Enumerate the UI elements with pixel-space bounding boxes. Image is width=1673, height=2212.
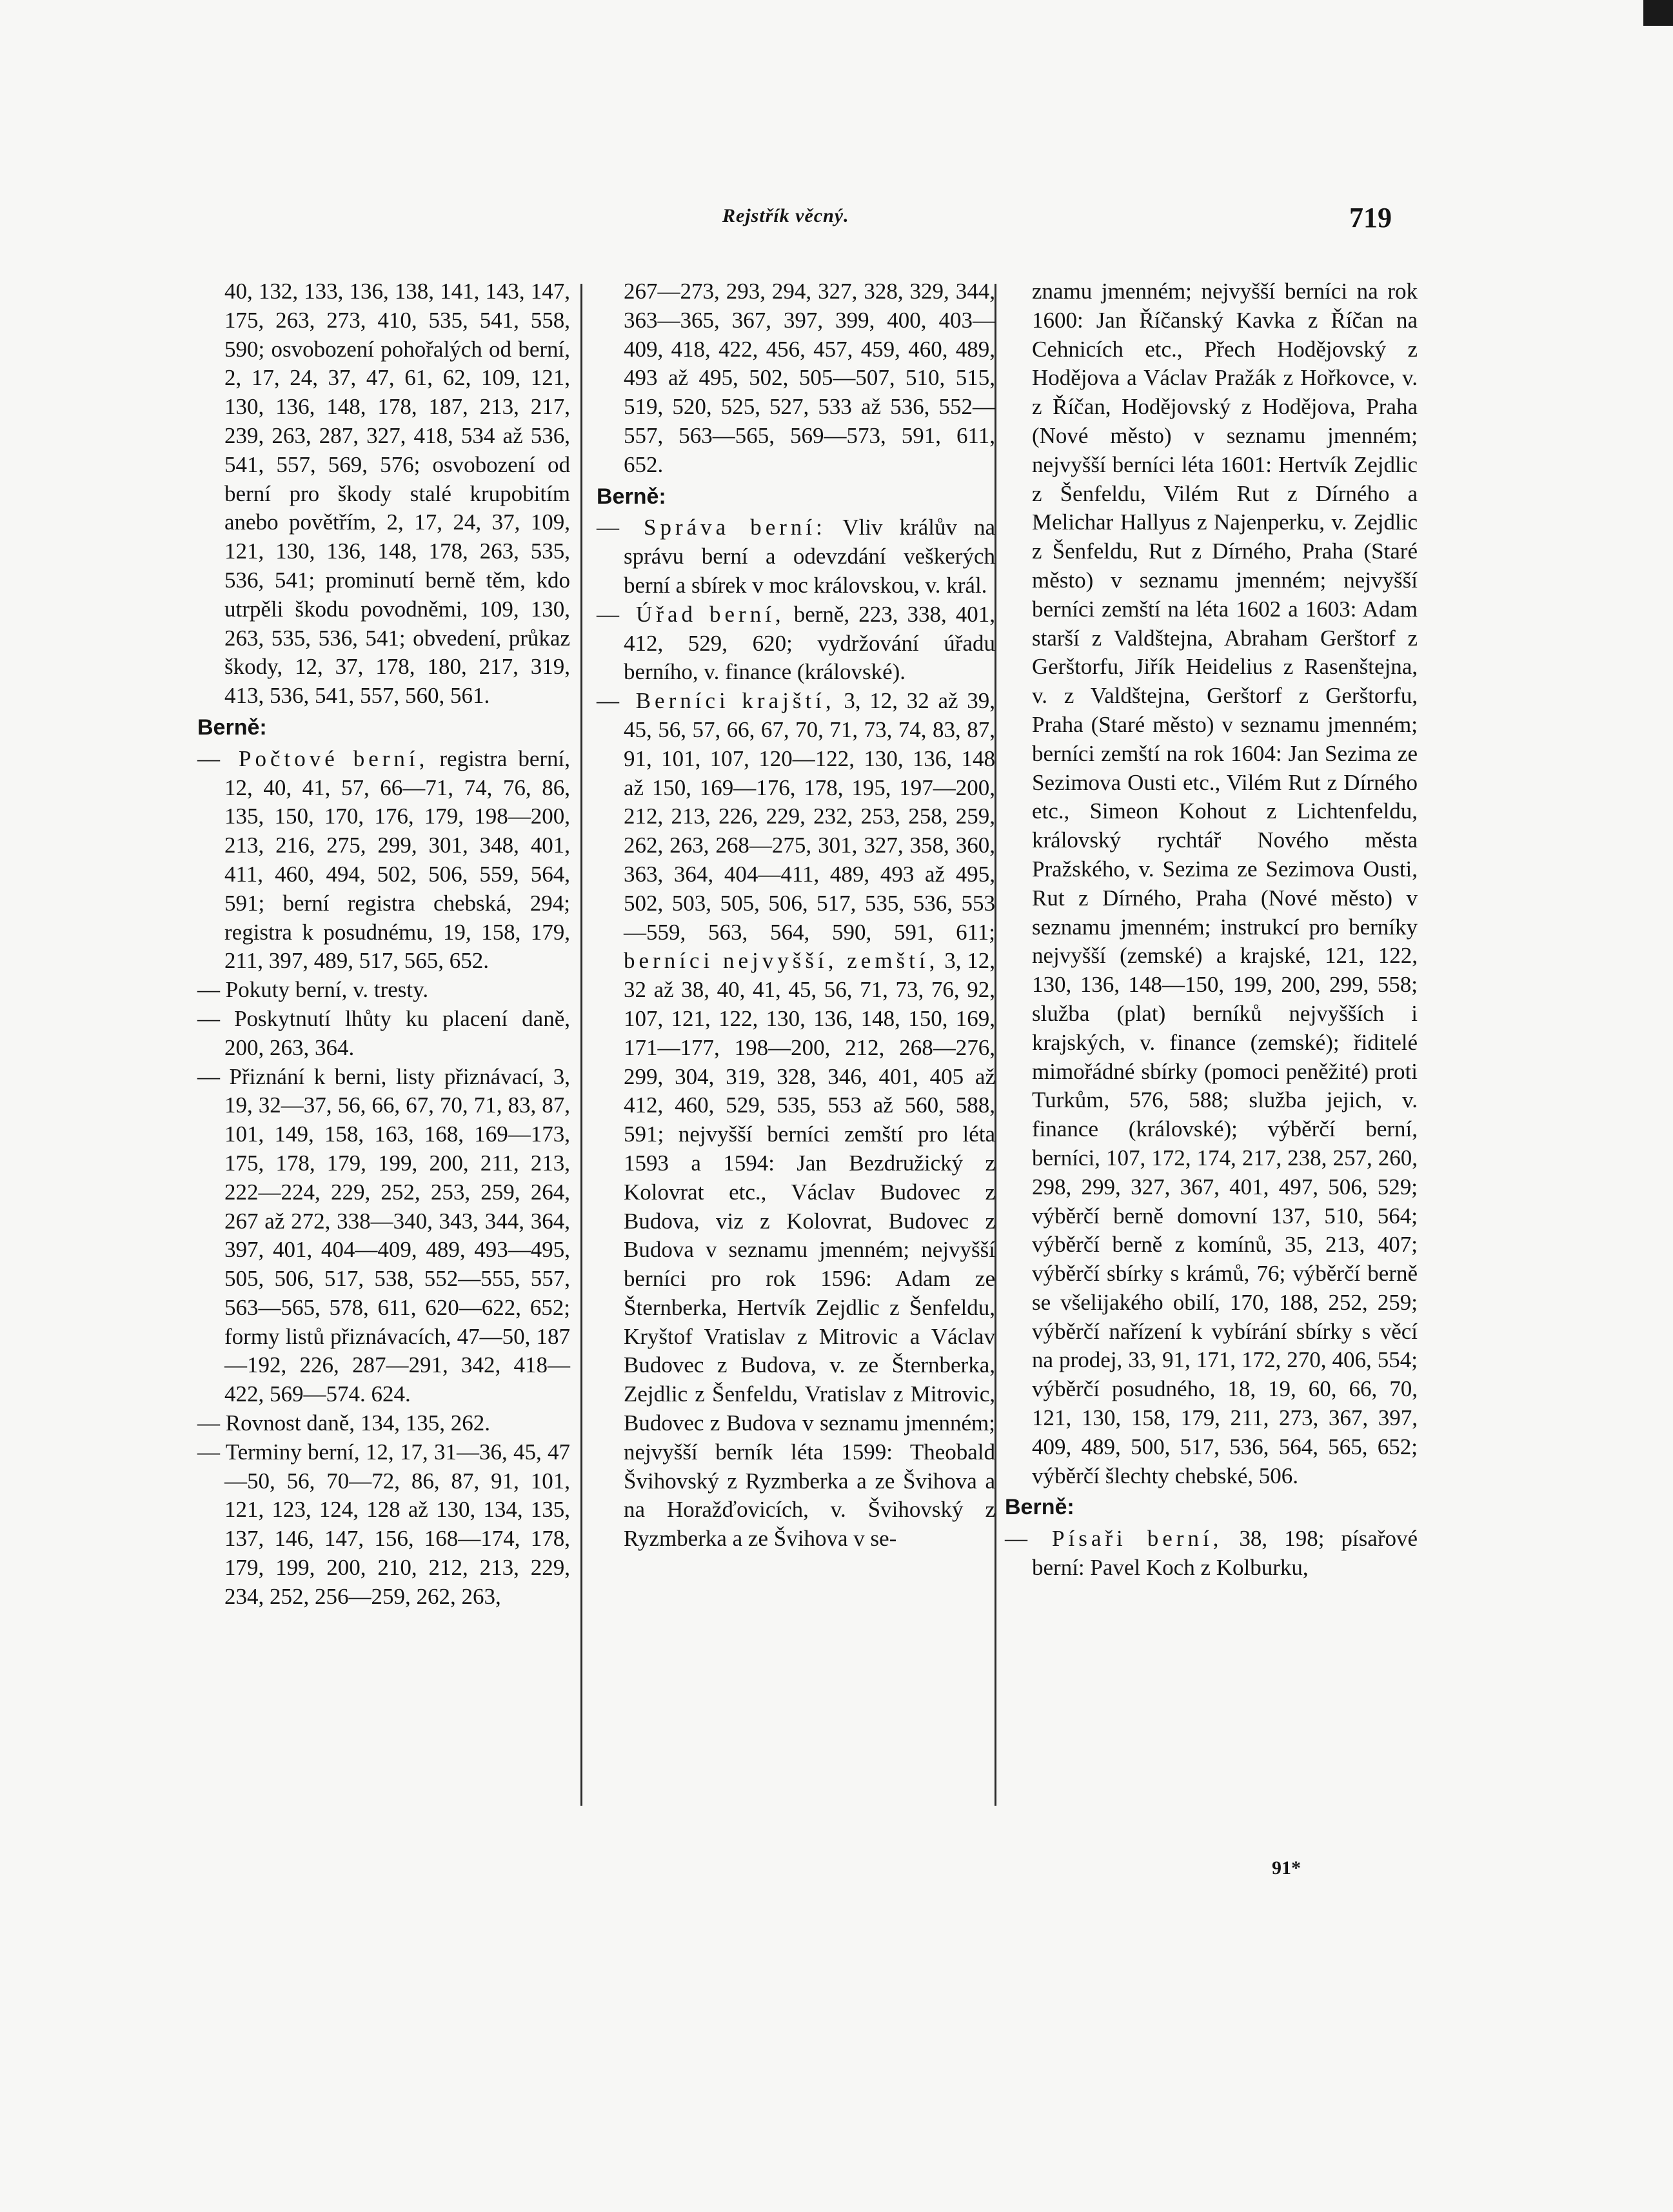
index-column-2 <box>597 277 995 1554</box>
index-entry: — Pokuty berní, v. tresty. <box>197 977 429 1003</box>
entry-text: 3, 12, 32 až 38, 40, 41, 45, 56, 71, 73, 76, 92, 107, 121, 122, 130, 136, 148, 150, 169, 171—177, 198—200, 212, 268—276, 299, 304, 319, 328, 346, 401, 405 až 412, 460, 529, 535, 553 až 560, 588, 591; nejvyšší berníci zemští pro léta 1593 a 1594: Jan Bezdružický z Kolovrat etc., Václav Budovec z Budova, viz z Kolovrat, Budovec z Budova v seznamu jmenném; nejvyšší berníci pro rok 1596: Adam ze Šternberka, Hertvík Zejdlic z Šenfeldu, Kryštof Vratislav z Mitrovic a Václav Budovec z Budova, v. ze Šternberka, Zejdlic z Šenfeldu, Vratislav z Mitrovic, Budovec z Budova v seznamu jmenném; nejvyšší berník léta 1599: Theobald Švihovský z Ryzmberka a ze Švihova a na Horažďovicích, v. Švihovský z Ryzmberka a ze Švihova v se- <box>624 948 996 1552</box>
index-column-3 <box>1005 277 1418 1583</box>
index-entry: — Rovnost daně, 134, 135, 262. <box>197 1410 491 1436</box>
entry-heading: Berně: <box>197 715 267 740</box>
page-number: 719 <box>1349 202 1392 233</box>
entry-lead: — Berníci krajští, <box>597 688 835 714</box>
continued-entry: znamu jmenném; nejvyšší berníci na rok 1600: Jan Říčanský Kavka z Říčan na Cehnicích etc., Přech Hodějovský z Hodějova a Václav Pražák z Hořkovce, v. z Říčan, Hodějovský z Hodějova, Praha (Nové město) v seznamu jmenném; nejvyšší berníci léta 1601: Hertvík Zejdlic z Šenfeldu, Vilém Rut z Dírného a Melichar Hallyus z Najenperku, v. Zejdlic z Šenfeldu, Rut z Dírného, Praha (Staré město) v seznamu jmenném; nejvyšší berníci zemští na léta 1602 a 1603: Adam starší z Valdštejna, Abraham Gerštorf z Gerštorfu, Jiřík Heidelius z Rasenštejna, v. z Valdštejna, Gerštorf z Gerštorfu, Praha (Staré město) v seznamu jmenném; berníci zemští na rok 1604: Jan Sezima ze Sezimova Ousti etc., Vilém Rut z Dírného etc., Simeon Kohout z Lichtenfeldu, královský rychtář Nového města Pražského, v. Sezima ze Sezimova Ousti, Rut z Dírného, Praha (Nové město) v seznamu jmenném; instrukcí pro berníky nejvyšší (zemské) a krajské, 121, 122, 130, 136, 148—150, 199, 200, 299, 558; služba (plat) berníků nejvyšších i krajských, v. finance (zemské); řiditelé mimořádné sbírky (pomoci peněžité) proti Turkům, 576, 588; služba jejich, v. finance (královské); výběrčí berní, berníci, 107, 172, 174, 217, 238, 257, 260, 298, 299, 327, 367, 401, 497, 506, 529; výběrčí berně domovní 137, 510, 564; výběrčí berně z komínů, 35, 213, 407; výběrčí sbírky s krámů, 76; výběrčí berně se všelijakého obilí, 170, 188, 252, 259; výběrčí nařízení k vybírání sbírky s věcí na prodej, 33, 91, 171, 172, 270, 406, 554; výběrčí posudného, 18, 19, 60, 66, 70, 121, 130, 158, 179, 211, 273, 367, 397, 409, 489, 500, 517, 536, 564, 565, 652; výběrčí šlechty chebské, 506. <box>1032 279 1418 1488</box>
index-entry: — Přiznání k berni, listy přiznávací, 3, 19, 32—37, 56, 66, 67, 70, 71, 83, 87, 101, 149, 158, 163, 168, 169—173, 175, 178, 179, 199, 200, 211, 213, 222—224, 229, 252, 253, 259, 264, 267 až 272, 338—340, 343, 344, 364, 397, 401, 404—409, 489, 493—495, 505, 506, 517, 538, 552—555, 557, 563—565, 578, 611, 620—622, 652; formy listů přiznávacích, 47—50, 187—192, 226, 287—291, 342, 418—422, 569—574. 624. <box>197 1063 570 1407</box>
entry-heading: Berně: <box>597 484 666 509</box>
entry-lead: — Správa berní: <box>597 515 826 540</box>
column-divider-left <box>580 284 582 1806</box>
printer-signature-mark: 91* <box>1272 1857 1301 1879</box>
scan-corner-mark-top-right <box>1643 0 1673 26</box>
entry-heading: Berně: <box>1005 1495 1074 1520</box>
entry-text: berně, 223, 338, 401, 412, 529, 620; vydržování úřadu berního, v. finance (královské). <box>624 601 995 685</box>
running-header-title: Rejstřík věcný. <box>722 205 849 226</box>
continued-entry: 267—273, 293, 294, 327, 328, 329, 344, 363—365, 367, 397, 399, 400, 403—409, 418, 422, 456, 457, 459, 460, 489, 493 až 495, 502, 505—507, 510, 515, 519, 520, 525, 527, 533 až 536, 552—557, 563—565, 569—573, 591, 611, 652. <box>624 279 995 477</box>
entry-text: 3, 12, 32 až 39, 45, 56, 57, 66, 67, 70, 71, 73, 74, 83, 87, 91, 101, 107, 120—122, 130, 136, 148 až 150, 169—176, 178, 195, 197—200, 212, 213, 226, 229, 232, 253, 258, 259, 262, 263, 268—275, 301, 327, 358, 360, 363, 364, 404—411, 489, 493 až 495, 502, 503, 505, 506, 517, 535, 536, 553—559, 563, 564, 590, 591, 611; <box>624 688 995 945</box>
index-entry <box>197 745 570 976</box>
entry-lead: — Úřad berní, <box>597 601 785 627</box>
index-entry: — Poskytnutí lhůty ku placení daně, 200, 263, 364. <box>197 1005 570 1060</box>
index-entry <box>1005 1525 1418 1583</box>
continued-entry: 40, 132, 133, 136, 138, 141, 143, 147, 175, 263, 273, 410, 535, 541, 558, 590; osvobození pohořalých od berní, 2, 17, 24, 37, 47, 61, 62, 109, 121, 130, 136, 148, 178, 187, 213, 217, 239, 263, 287, 327, 418, 534 až 536, 541, 557, 569, 576; osvobození od berní pro škody stalé krupobitím anebo povětřím, 2, 17, 24, 37, 109, 121, 130, 136, 148, 178, 263, 535, 536, 541; prominutí berně těm, kdo utrpěli škodu povodněmi, 109, 130, 263, 535, 536, 541; obvedení, průkaz škody, 12, 37, 178, 180, 217, 319, 413, 536, 541, 557, 560, 561. <box>224 279 570 709</box>
index-entry <box>597 513 995 600</box>
entry-lead: — Počtové berní, <box>197 746 429 771</box>
index-column-1 <box>197 277 570 1612</box>
entry-lead: berníci nejvyšší, zemští, <box>624 948 939 974</box>
entry-text: 38, 198; písařové berní: Pavel Koch z Kolburku, <box>1032 1526 1418 1581</box>
index-entry: — Terminy berní, 12, 17, 31—36, 45, 47—50, 56, 70—72, 86, 87, 91, 101, 121, 123, 124, 128 až 130, 134, 135, 137, 146, 147, 156, 168—174, 178, 179, 199, 200, 210, 212, 213, 229, 234, 252, 256—259, 262, 263, <box>197 1439 570 1609</box>
entry-lead: — Písaři berní, <box>1005 1526 1223 1552</box>
index-entry <box>597 600 995 687</box>
index-entry <box>597 687 995 1554</box>
entry-text: Vliv králův na správu berní a odevzdání veškerých berní a sbírek v moc královskou, v. král. <box>624 515 996 598</box>
entry-text: registra berní, 12, 40, 41, 57, 66—71, 74, 76, 86, 135, 150, 170, 176, 179, 198—200, 213, 216, 275, 299, 301, 348, 401, 411, 460, 494, 502, 506, 559, 564, 591; berní registra chebská, 294; registra k posudnému, 19, 158, 179, 211, 397, 489, 517, 565, 652. <box>224 746 570 974</box>
